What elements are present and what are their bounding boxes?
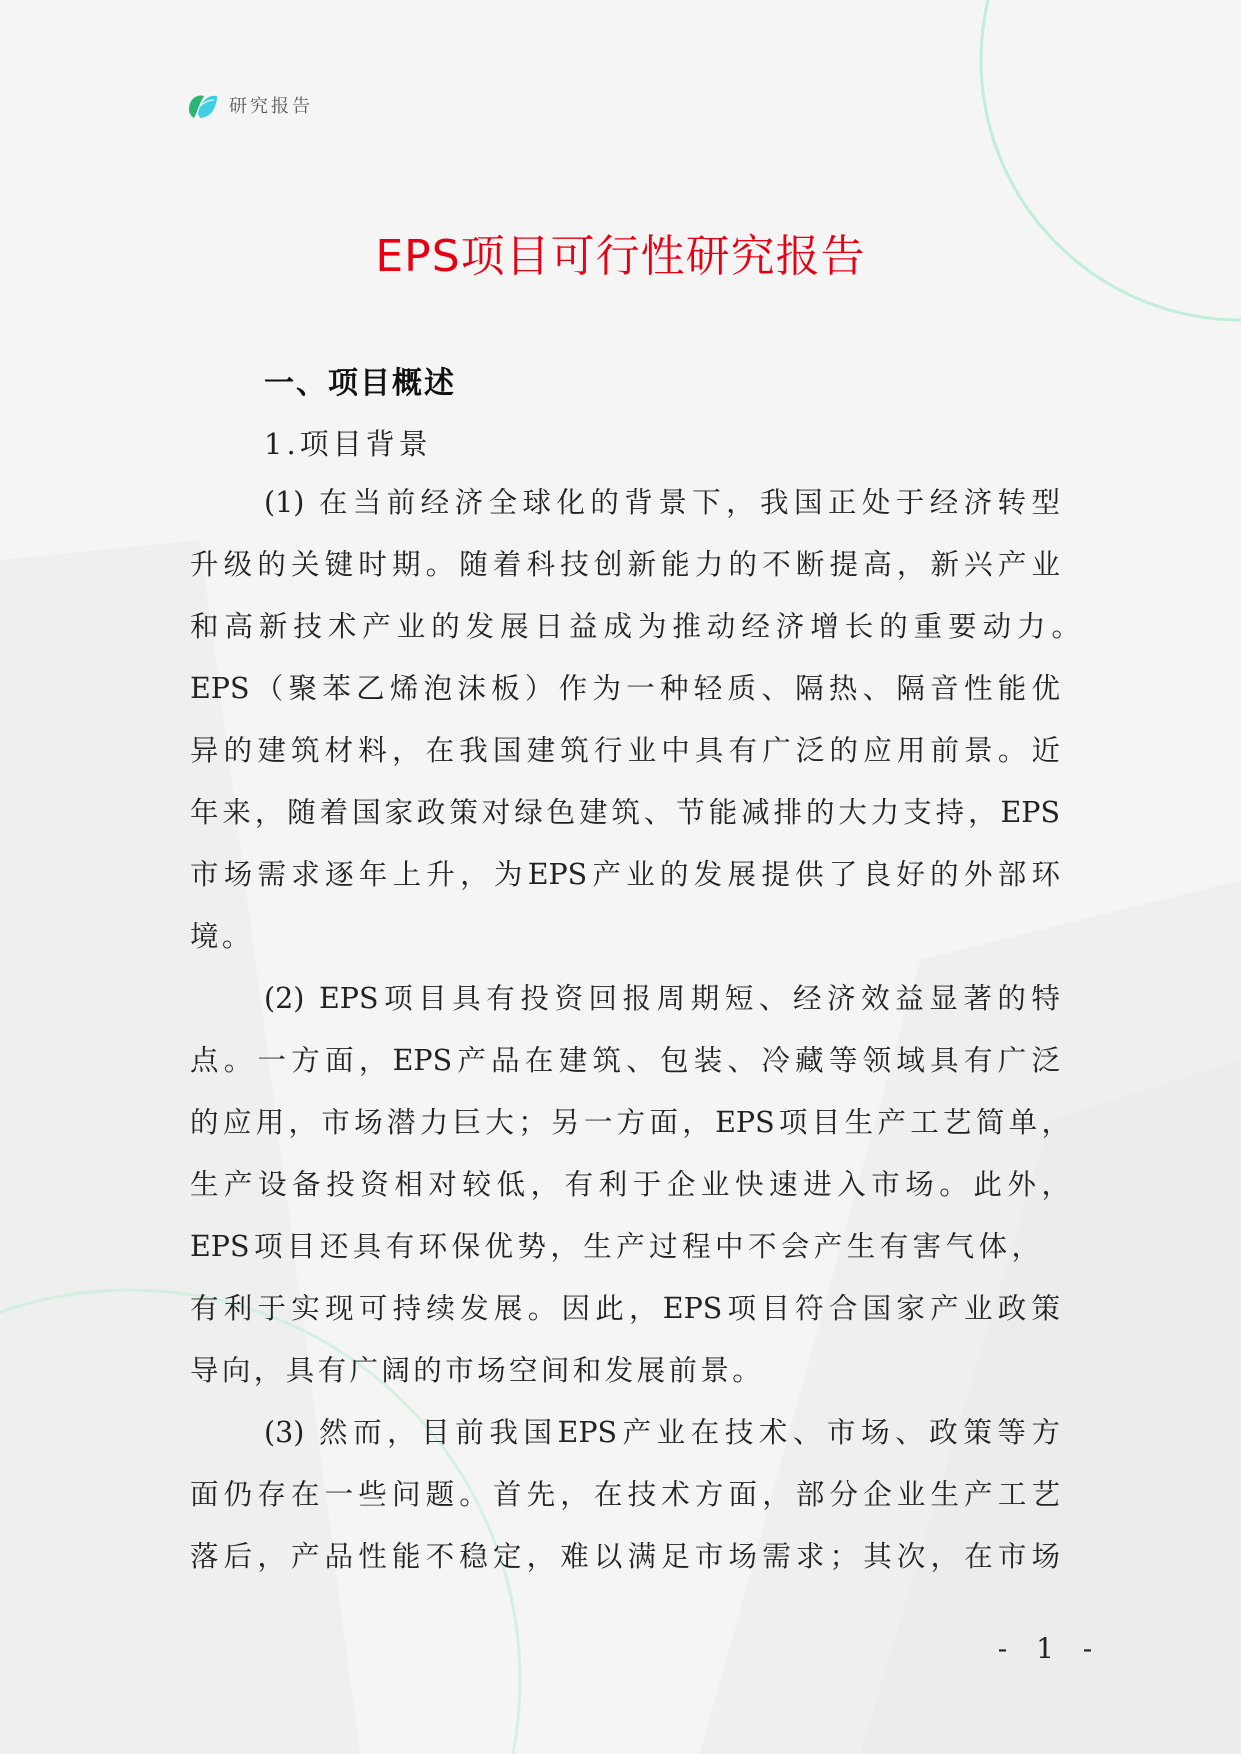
paragraph-line: 有利于实现可持续发展。因此，EPS项目符合国家产业政策 bbox=[190, 1292, 1060, 1325]
document-title: EPS项目可行性研究报告 bbox=[375, 231, 866, 282]
paragraph-line: 市场需求逐年上升，为EPS产业的发展提供了良好的外部环 bbox=[190, 858, 1060, 891]
paragraph-line: 年来，随着国家政策对绿色建筑、节能减排的大力支持，EPS bbox=[190, 796, 1060, 829]
paragraph-line: EPS项目还具有环保优势，生产过程中不会产生有害气体， bbox=[190, 1230, 1040, 1263]
paragraph-line: 异的建筑材料，在我国建筑行业中具有广泛的应用前景。近 bbox=[190, 734, 1060, 767]
paragraph-line: (2) EPS项目具有投资回报周期短、经济效益显著的特 bbox=[264, 982, 1060, 1015]
paragraph-line: 面仍存在一些问题。首先，在技术方面，部分企业生产工艺 bbox=[190, 1478, 1060, 1511]
subsection-heading: 1.项目背景 bbox=[264, 427, 432, 461]
paragraph-line: 导向，具有广阔的市场空间和发展前景。 bbox=[190, 1354, 765, 1387]
leaf-logo-icon bbox=[186, 88, 220, 122]
paragraph-line: 点。一方面，EPS产品在建筑、包装、冷藏等领域具有广泛 bbox=[190, 1044, 1060, 1077]
paragraph-line: 境。 bbox=[190, 920, 254, 953]
section-heading: 一、项目概述 bbox=[264, 366, 456, 401]
header-label: 研究报告 bbox=[229, 96, 313, 117]
paragraph-line: 生产设备投资相对较低，有利于企业快速进入市场。此外， bbox=[190, 1168, 1070, 1201]
paragraph-line: 和高新技术产业的发展日益成为推动经济增长的重要动力。 bbox=[190, 610, 1080, 643]
page-number: - 1 - bbox=[997, 1632, 1103, 1665]
paragraph-line: 的应用，市场潜力巨大；另一方面，EPS项目生产工艺简单， bbox=[190, 1106, 1070, 1139]
paragraph-line: (3) 然而，目前我国EPS产业在技术、市场、政策等方 bbox=[264, 1416, 1060, 1449]
paragraph-line: (1) 在当前经济全球化的背景下，我国正处于经济转型 bbox=[264, 486, 1060, 519]
paragraph-line: 升级的关键时期。随着科技创新能力的不断提高，新兴产业 bbox=[190, 548, 1060, 581]
paragraph-line: 落后，产品性能不稳定，难以满足市场需求；其次，在市场 bbox=[190, 1540, 1060, 1573]
page-header bbox=[186, 88, 313, 122]
paragraph-line: EPS（聚苯乙烯泡沫板）作为一种轻质、隔热、隔音性能优 bbox=[190, 672, 1060, 705]
